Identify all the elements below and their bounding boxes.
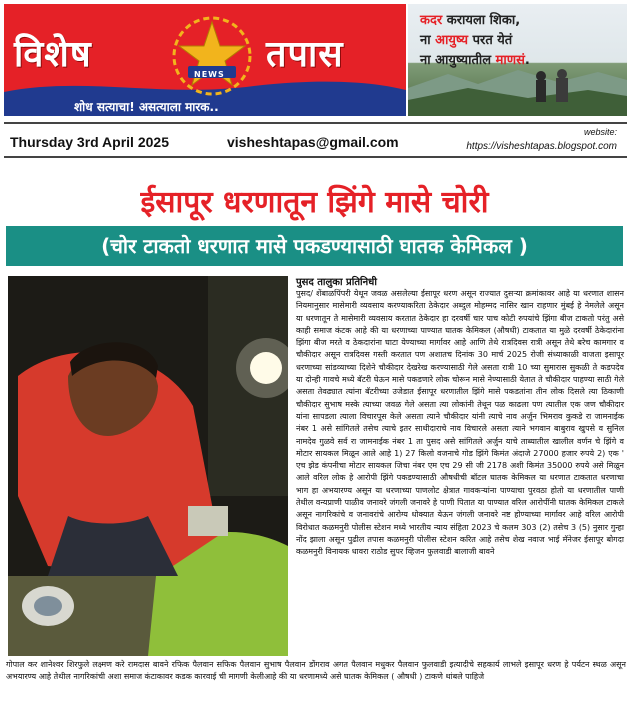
emblem-news-label: NEWS <box>194 70 225 79</box>
quote-advert <box>408 4 627 116</box>
article-photo <box>8 276 288 656</box>
article-body: पुसद/ शेंबाळपिंपरी येथून जवळ असलेल्या ईसापूर धरण असून राज्यात दुसऱ्या क्रमांकावर आहे या धरणात शासन नियमानुसार मासेमारी व्यवसाय करण्याकरिता ठेकेदार अब्दुल मोहम्मद नासिर खान राहणार मुंबई हे नेमलेले असून या धरणातून ते मासेमारी व्यवसाय करतात ठेकेदार हा दरवर्षी चार पाच कोटी रुपयांचे झिंगा बीज टाकतो परंतु असे काही समाज कंटक आहे की या धरणाच्या पाण्यात घातक केमिकल (औषधी) टाकतात या मुळे दरवर्षी ठेकेदारांना झिंगा बीज मरते व ठेकदारांना घाटा येण्याच्या मार्गावर आहे आणि तेथे रात्रदिवस रात्री असून तेथे बरेच कामगार व चौकीदार असून रात्रदिवस गस्ती करतात पण अशातच दिनांक 30 मार्च 2025 रोजी संध्याकाळी वाजता इसापूर धरणाच्या सांडव्याच्या दिशेने चौकीदार देखरेख करण्यासाठी गेले असता रात्री 10 च्या सुमारास सुकळी ते कडपदेव या दोन्ही गावचे मध्ये बॅटरी घेऊन मासे पकडणारे लोक चोरून मासे नेण्यासाठी येतात ते चौकीदार पाहण्या साठी गेले असता तेवढ्यात त्यांना बॅटरीच्या उजेडात ईसापूर धरणातील झिंगे मासे पकडतांना तीन लोक दिसले त्या ठिकाणी चौकीदार सुभाष मस्के त्याच्या जवळ गेले असता त्या लोकांनी तेथून पळ काढला पण त्यातील एक जण चौकीदार यांना सापडला त्याला विचारपूस केले असता त्याने चौकीदार यांनी त्याचे नाव अर्जुन भिमराव कुकडे रा जामनाईक नंबर 1 असे सांगितले तसेच त्याचे इतर साथीदाराचे नाव विचारले असता त्याने भगवान बाबुराव खुपसे व सुनिल नामदेव गुळवे सर्व रा जामनाईक नंबर 1 ता पुसद असे सांगितले अर्जुन याचे ताब्यातील खालील वर्णन चे झिंगे व मोटार सायकल मिळून आले आहे 1) 27 किलो वजनाचे गोड झिंगे किमंत अंदाजे 27000 हजार रुपये 2) एक ' एच झेड कंपनीचा मोटार सायकल जिचा नंबर एम एच 29 सी जी 2178 अशी किमंत 35000 रुपये असे मिळून आले वरिल लोक हे आरोपी झिंगे पकडण्यासाठी औषधीची बॉटल घातक केमिकल या धरणात टाकतात धरणाचा भाग हा अभयारण्य असून या धरणाच्या पाणलोट क्षेत्रात गावकऱ्यांना पाण्याचा पुरवठा होतो या धरणातील पाणी तेथील वन्यप्राणी पाळीव जनावरे जंगली जनावरे हे पाणी पितात या पाण्यात वरिल आरोपींनी घातक केमिकल टाकले असून नागरिकांचे व जनावरांचे आरोग्य धोक्यात येऊन जंगली जनावरे नष्ट होण्याच्या मार्गावर आहे वरिल आरोपी विरोधात कळमनुरी पोलीस स्टेशन मध्ये भारतीय न्याय संहिता 2023 चे कलम 303 (2) तसेच 3 (5) नुसार गुन्हा नोंद झाला असून पुढील तपास कळमनुरी पोलीस स्टेशन करित आहे तसेच शेख नवाज भाई मॅनेजर ईसापूर बोगदा कळमनुरी विनायक धावरा राठोड सुपर व्हिजन फुलवाडी बालाजी बावने <box>296 289 624 557</box>
masthead-logo <box>4 4 406 116</box>
masthead-tagline: शोध सत्याचा! असत्याला मारक.. <box>74 100 219 114</box>
masthead-title-left: विशेष <box>14 34 92 75</box>
contact-email[interactable]: visheshtapas@gmail.com <box>227 134 399 150</box>
issue-date: Thursday 3rd April 2025 <box>10 134 169 150</box>
masthead-title-right: तपास <box>266 34 344 75</box>
website-link[interactable]: https://visheshtapas.blogspot.com <box>466 141 617 152</box>
article-body-continued: गोपाल कर शानेश्वर शिरफुले लक्ष्मण करे रामदास बावने रफिक पैलवान सफिक पैलवान सुभाष पैलवान डोंगराव अगत पैलवान मधुकर पैलवान फुलवाडी इत्यादीचे सहकार्य लाभले इसापूर धरण हे पर्यटन स्थळ असून अभयारण्य आहे तेथील नागरिकांची अशा समाज कंटाकावर कडक कारवाई ची मागणी केलीआहे की या धरणामध्ये असे घातक केमिकल ( औषधी ) टाकणे थांबले पाहिजे <box>6 660 626 682</box>
article-headline: ईसापूर धरणातून झिंगे मासे चोरी <box>140 185 489 220</box>
article-subheadline: (चोर टाकतो धरणात मासे पकडण्यासाठी घातक केमिकल ) <box>6 226 623 266</box>
star-laurel-emblem <box>166 10 258 102</box>
ad-line-1: कदर करायला शिका, <box>420 13 521 28</box>
website-label: website: <box>583 127 617 137</box>
man-with-fish-photo <box>8 276 288 656</box>
byline: पुसद तालुका प्रतिनिधी <box>296 277 377 288</box>
mountain-photo <box>408 66 627 116</box>
ad-line-2: ना आयुष्य परत येतं <box>420 33 513 48</box>
date-contact-bar <box>4 122 627 158</box>
ad-line-3: ना आयुष्यातील माणसं. <box>420 53 530 68</box>
